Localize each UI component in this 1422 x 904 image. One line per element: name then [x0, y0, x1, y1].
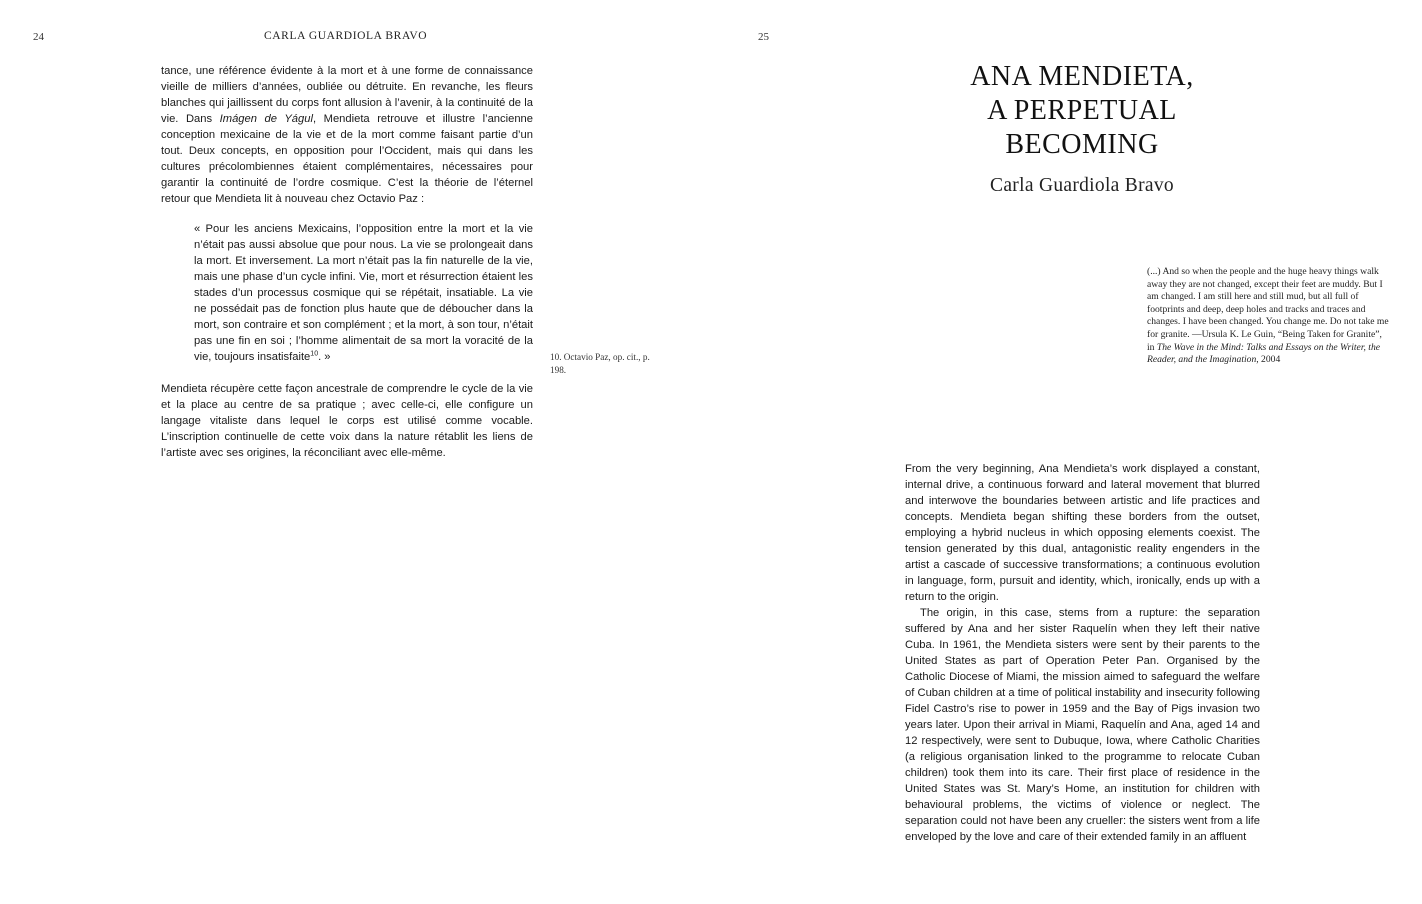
right-paragraph-1: From the very beginning, Ana Mendieta’s work displayed a constant, internal drive, a continuous forward and lateral movement that blurred and interwove the boundaries between artistic and life practices and concepts. Mendieta began shifting these borders from the outset, employing a hybrid nucleus in which opposing elements coexist. The tension generated by this dual, antagonistic reality engenders in the artist a cascade of successive transformations; a continuous evolution in language, form, pursuit and identity, which, ironically, ends up with a return to the origin.: [905, 463, 1260, 603]
chapter-title: [900, 60, 1264, 162]
chapter-author: Carla Guardiola Bravo: [990, 175, 1174, 196]
footnote: 10. Octavio Paz, op. cit., p. 198.: [550, 352, 650, 375]
epigraph-text: (...) And so when the people and the huge heavy things walk away they are not changed, except their feet are muddy. But I am changed. I am still here and still mud, but all full of footprints and deep, deep holes and tracks and traces and changes. I have been changed. You change me. Do not take me for granite. —Ursula K. Le Guin, “Being Taken for Granite”, in: [1147, 266, 1389, 353]
left-paragraph-1-text: tance, une référence évidente à la mort et à une forme de connaissance vieille de milliers d’années, oubliée ou détruite. En revanche, les fleurs blanches qui jaillissent du corps font allusion à l’avenir, à la continuité de la vie. Dans: [161, 65, 533, 125]
epigraph-source: The Wave in the Mind: Talks and Essays on the Writer, the Reader, and the Imagination: [1147, 341, 1381, 366]
epigraph: [1147, 266, 1391, 367]
chapter-title-line-2: A PERPETUAL: [987, 95, 1177, 126]
left-paragraph-1: [161, 63, 533, 207]
block-quote-text: « Pour les anciens Mexicains, l’opposition entre la mort et la vie n’était pas aussi absolue que pour nous. La vie se prolongeait dans la mort. Et inversement. La mort n’était pas la fin naturelle de la vie, mais une phase d’un cycle infini. Vie, mort et résurrection étaient les stades d’un processus cosmique qui se répétait, insatiable. La vie ne possédait pas de fonction plus haute que de déboucher dans la mort, son contraire et son complément ; et la mort, à son tour, n’était pas une fin en soi ; l’homme alimentait de sa mort la voracité de la vie, toujours insatisfaite: [194, 223, 533, 363]
epigraph-year: , 2004: [1256, 354, 1281, 366]
running-head: CARLA GUARDIOLA BRAVO: [264, 30, 428, 42]
chapter-title-line-3: BECOMING: [1005, 129, 1159, 160]
block-quote: [194, 221, 533, 365]
left-paragraph-2: Mendieta récupère cette façon ancestrale de comprendre le cycle de la vie et la place au centre de sa pratique ; avec celle-ci, elle configure un langage vitaliste dans lequel le corps est utilisé comme vocable. L’inscription continuelle de cette voix dans la nature rétablit les liens de l’artiste avec ses origines, la réconciliant avec elle-même.: [161, 383, 533, 459]
right-page-number: 25: [758, 31, 769, 43]
artwork-title: Imágen de Yágul: [219, 113, 313, 125]
left-page-number: 24: [33, 31, 44, 43]
chapter-title-line-1: ANA MENDIETA,: [970, 61, 1194, 92]
left-paragraph-1-text-cont: , Mendieta retrouve et illustre l’ancienne conception mexicaine de la vie et de la mort comme faisant partie d’un tout. Deux concepts, en opposition pour l’Occident, mais qui dans les cultures précolombiennes étaient complémentaires, nécessaires pour garantir la continuité de l’ordre cosmique. C’est la théorie de l’éternel retour que Mendieta lit à nouveau chez Octavio Paz :: [161, 113, 533, 205]
block-quote-closing: . »: [318, 351, 331, 363]
footnote-ref: 10: [310, 350, 319, 358]
right-paragraph-2: The origin, in this case, stems from a rupture: the separation suffered by Ana and her sister Raquelín when they left their native Cuba. In 1961, the Mendieta sisters were sent by their parents to the United States as part of Operation Peter Pan. Organised by the Catholic Diocese of Miami, the mission aimed to safeguard the welfare of Cuban children at a time of political instability and insecurity following Fidel Castro’s rise to power in 1959 and the Bay of Pigs invasion two years later. Upon their arrival in Miami, Raquelín and Ana, aged 14 and 12 respectively, were sent to Dubuque, Iowa, where Catholic Charities (a religious organisation linked to the programme to relocate Cuban children) took them into its care. Their first place of residence in the United States was St. Mary’s Home, an institution for children with behavioural problems, the victims of violence or neglect. The separation could not have been any crueller: the sisters went from a life enveloped by the love and care of their extended family in an affluent: [905, 607, 1260, 843]
